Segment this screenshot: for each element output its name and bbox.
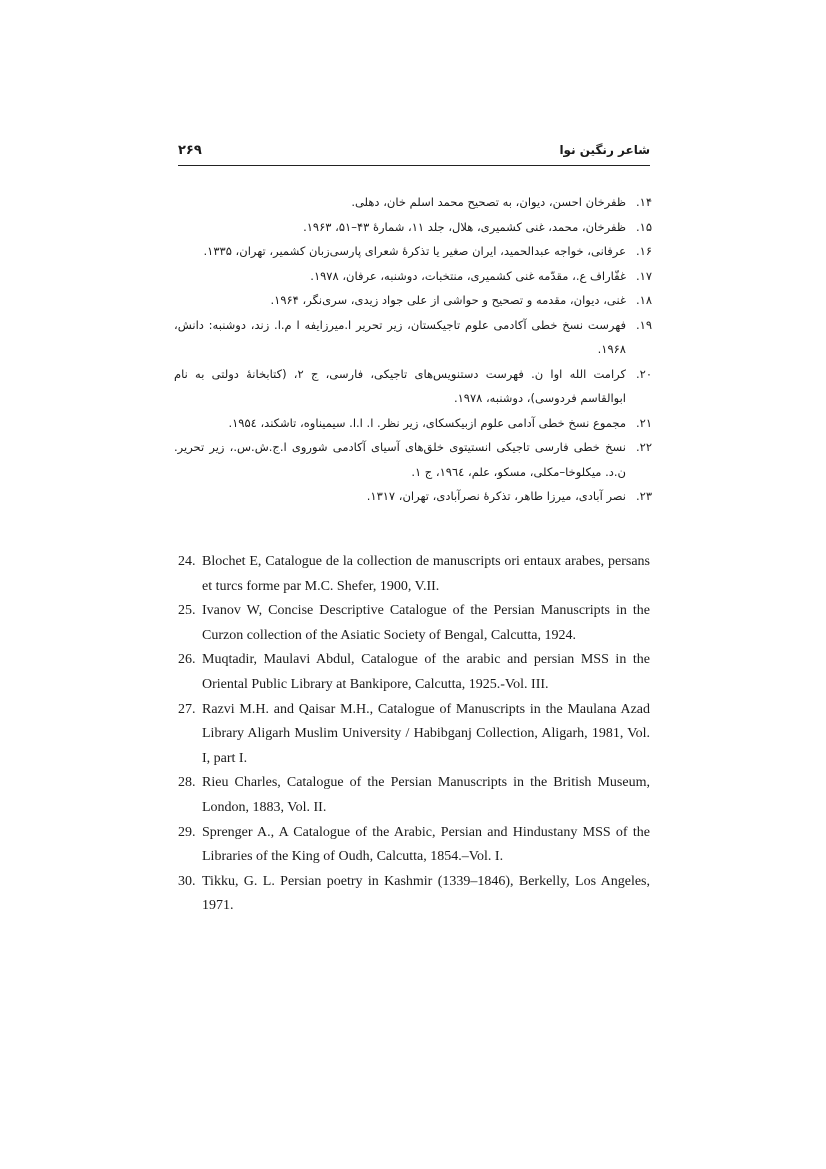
reference-number: 24. xyxy=(178,554,196,569)
reference-text: Blochet E, Catalogue de la collection de manuscripts ori entaux arabes, persans et turcs forme par M.C. Shefer, 1900, V.II. xyxy=(202,554,650,594)
reference-number: ۱۶. xyxy=(635,244,652,258)
reference-item xyxy=(178,599,650,648)
page-header xyxy=(178,143,650,166)
reference-number: 27. xyxy=(178,701,196,717)
reference-item xyxy=(174,239,652,264)
reference-item xyxy=(174,264,652,289)
reference-item xyxy=(178,771,650,820)
reference-number: 26. xyxy=(178,652,196,668)
page-number: ۲۶۹ xyxy=(178,143,202,158)
reference-text: کرامت الله اوا ن. فهرست دستنویس‌های تاجیکی، فارسی، ج ۲، (کتابخانۀ دولتی به نام ابوالقاسم فردوسی)، دوشنبه، ۱۹۷۸. xyxy=(174,366,626,405)
reference-number: 29. xyxy=(178,824,196,840)
reference-number: 25. xyxy=(178,603,196,619)
reference-item xyxy=(178,550,650,599)
reference-number: ۱۷. xyxy=(635,268,652,283)
reference-number: ۱۹. xyxy=(635,317,652,332)
reference-text: فهرست نسخ خطی آکادمی علوم تاجیکستان، زیر تحریر ا.میرزایفه ا م.ا. زند، دوشنبه: دانش، ۱۹۶۸. xyxy=(174,317,626,356)
reference-item xyxy=(174,313,652,362)
reference-item xyxy=(178,821,650,870)
reference-text: ظفرخان، محمد، غنی کشمیری، هلال، جلد ۱۱، شمارۀ ۴۳–۵۱، ۱۹۶۳. xyxy=(303,219,626,234)
reference-item xyxy=(174,411,652,436)
reference-text: نصر آبادی، میرزا طاهر، تذکرۀ نصرآبادی، تهران، ۱۳۱۷. xyxy=(366,489,626,503)
reference-text: غنی، دیوان، مقدمه و تصحیح و حواشی از علی جواد زیدی، سری‌نگر، ۱۹۶۴. xyxy=(270,293,626,307)
reference-text: Muqtadir, Maulavi Abdul, Catalogue of the arabic and persian MSS in the Oriental Public Library at Bankipore, Calcutta, 1925.-Vol. III. xyxy=(202,652,650,692)
running-title: شاعر رنگین نوا xyxy=(559,143,650,157)
reference-item xyxy=(174,362,652,411)
reference-text: Razvi M.H. and Qaisar M.H., Catalogue of Manuscripts in the Maulana Azad Library Aligarh Muslim University / Habibganj Collection, Aligarh, 1981, Vol. I, part I. xyxy=(202,701,650,766)
reference-number: ۲۱. xyxy=(635,415,652,430)
reference-number: ۱۵. xyxy=(635,219,652,234)
reference-item xyxy=(174,484,652,509)
reference-item xyxy=(174,288,652,313)
reference-text: Ivanov W, Concise Descriptive Catalogue of the Persian Manuscripts in the Curzon collection of the Asiatic Society of Bengal, Calcutta, 1924. xyxy=(202,603,650,643)
reference-number: 30. xyxy=(178,873,196,889)
reference-number: ۱۸. xyxy=(635,293,652,307)
reference-number: 28. xyxy=(178,775,196,791)
reference-item xyxy=(174,190,652,215)
reference-text: غفّاراف ع.، مقدّمه غنی کشمیری، منتخبات، دوشنبه، عرفان، ۱۹۷۸. xyxy=(310,268,626,283)
reference-item xyxy=(178,698,650,772)
reference-number: ۱۴. xyxy=(635,195,652,209)
reference-number: ۲۲. xyxy=(635,440,652,454)
reference-text: ظفرخان احسن، دیوان، به تصحیح محمد اسلم خان، دهلی. xyxy=(351,195,626,209)
reference-item xyxy=(174,215,652,240)
reference-item xyxy=(178,648,650,697)
reference-text: مجموع نسخ خطی آدامی علوم ازبیکسکای، زیر نظر. ا. ا.ا. سیمیناوه، تاشکند، ۱۹۵٤. xyxy=(228,415,626,430)
reference-text: عرفانی، خواجه عبدالحمید، ایران صغیر یا تذکرۀ شعرای پارسی‌زبان کشمیر، تهران، ۱۳۳۵. xyxy=(203,244,626,258)
reference-text: نسخ خطی فارسی تاجیکی انستیتوی خلق‌های آسیای آکادمی شوروی ا.ج.ش.س.، زیر تحریر. ن.د. میکلوخا–مکلی، مسکو، علم، ۱۹٦٤، ج ۱. xyxy=(174,440,626,479)
reference-item xyxy=(178,870,650,919)
reference-number: ۲۰. xyxy=(635,366,652,381)
reference-text: Sprenger A., A Catalogue of the Arabic, Persian and Hindustany MSS of the Libraries of the King of Oudh, Calcutta, 1854.–Vol. I. xyxy=(202,824,650,865)
reference-number: ۲۳. xyxy=(635,489,652,503)
english-references xyxy=(178,550,650,919)
reference-text: Tikku, G. L. Persian poetry in Kashmir (1339–1846), Berkelly, Los Angeles, 1971. xyxy=(202,873,650,914)
persian-references xyxy=(174,190,652,509)
reference-text: Rieu Charles, Catalogue of the Persian Manuscripts in the British Museum, London, 1883, Vol. II. xyxy=(202,775,650,815)
reference-item xyxy=(174,435,652,484)
